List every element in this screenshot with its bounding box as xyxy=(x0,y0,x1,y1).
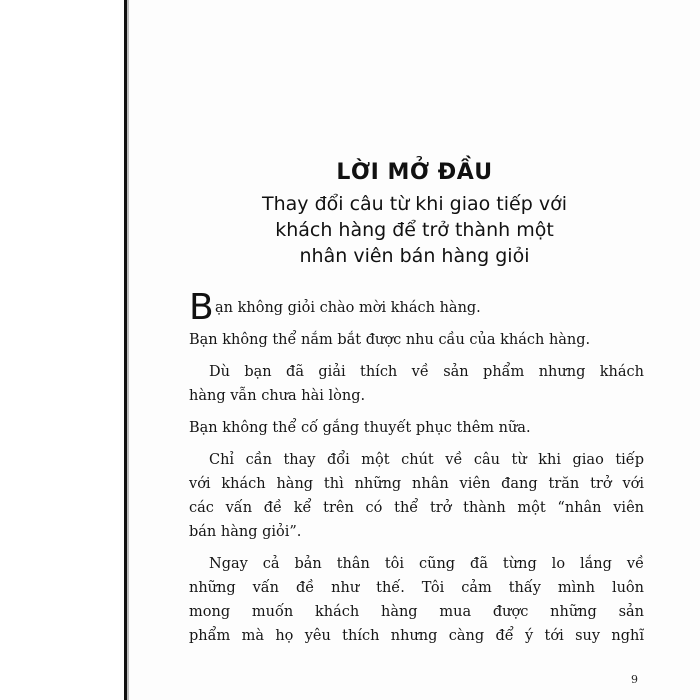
text-line: phẩm mà họ yêu thích nhưng càng để ý tới suy nghĩ xyxy=(189,628,644,644)
text-line: Ngay cả bản thân tôi cũng đã từng lo lắng về xyxy=(209,556,644,572)
paragraph xyxy=(189,448,644,544)
text-line: hàng vẫn chưa hài lòng. xyxy=(189,388,366,404)
text-line: mong muốn khách hàng mua được những sản xyxy=(189,604,644,620)
subtitle-line: nhân viên bán hàng giỏi xyxy=(299,245,530,267)
paragraph xyxy=(189,416,644,440)
chapter-subtitle xyxy=(129,191,700,269)
chapter-title: LỜI MỞ ĐẦU xyxy=(336,160,493,185)
book-page xyxy=(129,0,700,700)
paragraph xyxy=(189,287,644,328)
paragraph xyxy=(189,552,644,648)
text-line: Bạn không thể cố gắng thuyết phục thêm nữa. xyxy=(189,420,531,436)
subtitle-line: Thay đổi câu từ khi giao tiếp với xyxy=(262,193,567,215)
paragraph xyxy=(189,360,644,408)
text-line: Chỉ cần thay đổi một chút về câu từ khi giao tiếp xyxy=(209,452,644,468)
body-text xyxy=(189,287,644,648)
text-line: những vấn đề như thế. Tôi cảm thấy mình luôn xyxy=(189,580,644,596)
paragraph xyxy=(189,328,644,352)
text-line: các vấn đề kể trên có thể trở thành một “nhân viên xyxy=(189,500,644,516)
text-line: Bạn không thể nắm bắt được nhu cầu của khách hàng. xyxy=(189,332,591,348)
drop-cap: B xyxy=(189,287,214,328)
text-line: Dù bạn đã giải thích về sản phẩm nhưng khách xyxy=(209,364,644,380)
text-line: với khách hàng thì những nhân viên đang trăn trở với xyxy=(189,476,644,492)
text-line: ạn không giỏi chào mời khách hàng. xyxy=(215,300,481,316)
subtitle-line: khách hàng để trở thành một xyxy=(275,219,554,241)
text-line: bán hàng giỏi”. xyxy=(189,524,302,540)
page-number: 9 xyxy=(631,673,638,686)
